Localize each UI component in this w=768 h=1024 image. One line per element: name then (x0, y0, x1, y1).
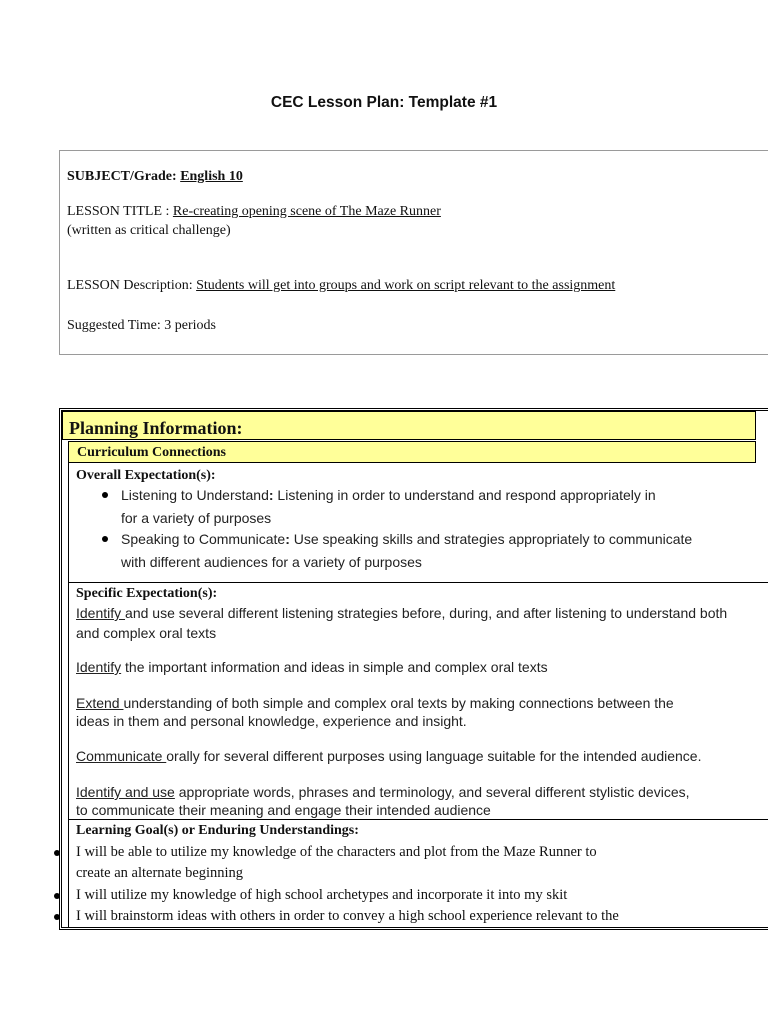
bullet-icon (54, 850, 60, 856)
specific-expectations-title: Specific Expectation(s): (76, 586, 218, 601)
specific-item-4-text: orally for several different purposes using language suitable for the intended audience. (166, 748, 702, 764)
suggested-time-line (67, 318, 216, 334)
specific-item-4-key: Communicate (76, 748, 167, 764)
bullet-icon (102, 492, 108, 498)
specific-item-2-key: Identify (76, 659, 122, 675)
specific-item-4-line1 (76, 748, 701, 764)
bullet-icon (54, 893, 60, 899)
lesson-description-line (67, 278, 615, 294)
overall-item-1-line2: for a variety of purposes (121, 510, 272, 526)
specific-item-1-text: and use several different listening strategies before, during, and after listening to understand both (125, 605, 728, 621)
specific-item-5-line1 (76, 784, 690, 800)
specific-item-5-text: appropriate words, phrases and terminology, and several different stylistic devices, (174, 784, 690, 800)
suggested-time-value: 3 periods (164, 318, 216, 333)
lesson-title-note: (written as critical challenge) (67, 223, 231, 238)
goal-line-2: create an alternate beginning (76, 865, 244, 881)
lesson-description-label: LESSON Description: (67, 278, 193, 293)
learning-goals-title: Learning Goal(s) or Enduring Understandings: (76, 823, 359, 838)
specific-item-5-key: Identify and use (76, 784, 175, 800)
section-divider (68, 582, 768, 583)
lesson-info-box (59, 150, 768, 355)
specific-item-2-line1 (76, 659, 548, 675)
lesson-title-line (67, 204, 441, 220)
specific-item-5-line2: to communicate their meaning and engage their intended audience (76, 802, 491, 818)
overall-item-2-key: Speaking to Communicate (121, 531, 286, 547)
overall-item-2-line1 (121, 531, 692, 547)
subject-value: English 10 (180, 169, 243, 184)
subject-label: SUBJECT/Grade: (67, 169, 177, 184)
overall-item-2-text: Use speaking skills and strategies appropriately to communicate (289, 531, 693, 547)
overall-item-2-line2: with different audiences for a variety of purposes (121, 554, 422, 570)
document-title: CEC Lesson Plan: Template #1 (270, 94, 498, 111)
lesson-description-value: Students will get into groups and work on script relevant to the assignment (196, 278, 616, 293)
subject-line (67, 169, 243, 185)
specific-item-1-line2: and complex oral texts (76, 625, 217, 641)
overall-expectations-title: Overall Expectation(s): (76, 468, 216, 483)
bullet-icon (102, 536, 108, 542)
specific-item-2-text: the important information and ideas in simple and complex oral texts (121, 659, 548, 675)
specific-item-3-line1 (76, 695, 674, 711)
section-divider (68, 819, 768, 820)
planning-header: Planning Information: (62, 411, 756, 440)
specific-item-3-key: Extend (76, 695, 124, 711)
overall-item-1-text: Listening in order to understand and respond appropriately in (273, 487, 656, 503)
specific-item-3-line2: ideas in them and personal knowledge, experience and insight. (76, 713, 467, 729)
bullet-icon (54, 914, 60, 920)
lesson-title-label: LESSON TITLE : (67, 204, 170, 219)
goal-line-4: I will brainstorm ideas with others in order to convey a high school experience relevant to the (76, 908, 619, 924)
specific-item-1-key: Identify (76, 605, 126, 621)
suggested-time-label: Suggested Time: (67, 318, 161, 333)
overall-item-2-sep: : (285, 531, 290, 547)
specific-item-3-text: understanding of both simple and complex oral texts by making connections between the (123, 695, 674, 711)
specific-item-1-line1 (76, 605, 727, 621)
overall-item-1-key: Listening to Understand (121, 487, 269, 503)
overall-item-1-sep: : (268, 487, 274, 503)
overall-item-1-line1 (121, 487, 656, 503)
curriculum-connections-header: Curriculum Connections (68, 441, 756, 463)
goal-line-3: I will utilize my knowledge of high school archetypes and incorporate it into my skit (76, 887, 568, 903)
lesson-title-value: Re-creating opening scene of The Maze Runner (172, 204, 441, 219)
goal-line-1: I will be able to utilize my knowledge of the characters and plot from the Maze Runner to (76, 844, 597, 860)
